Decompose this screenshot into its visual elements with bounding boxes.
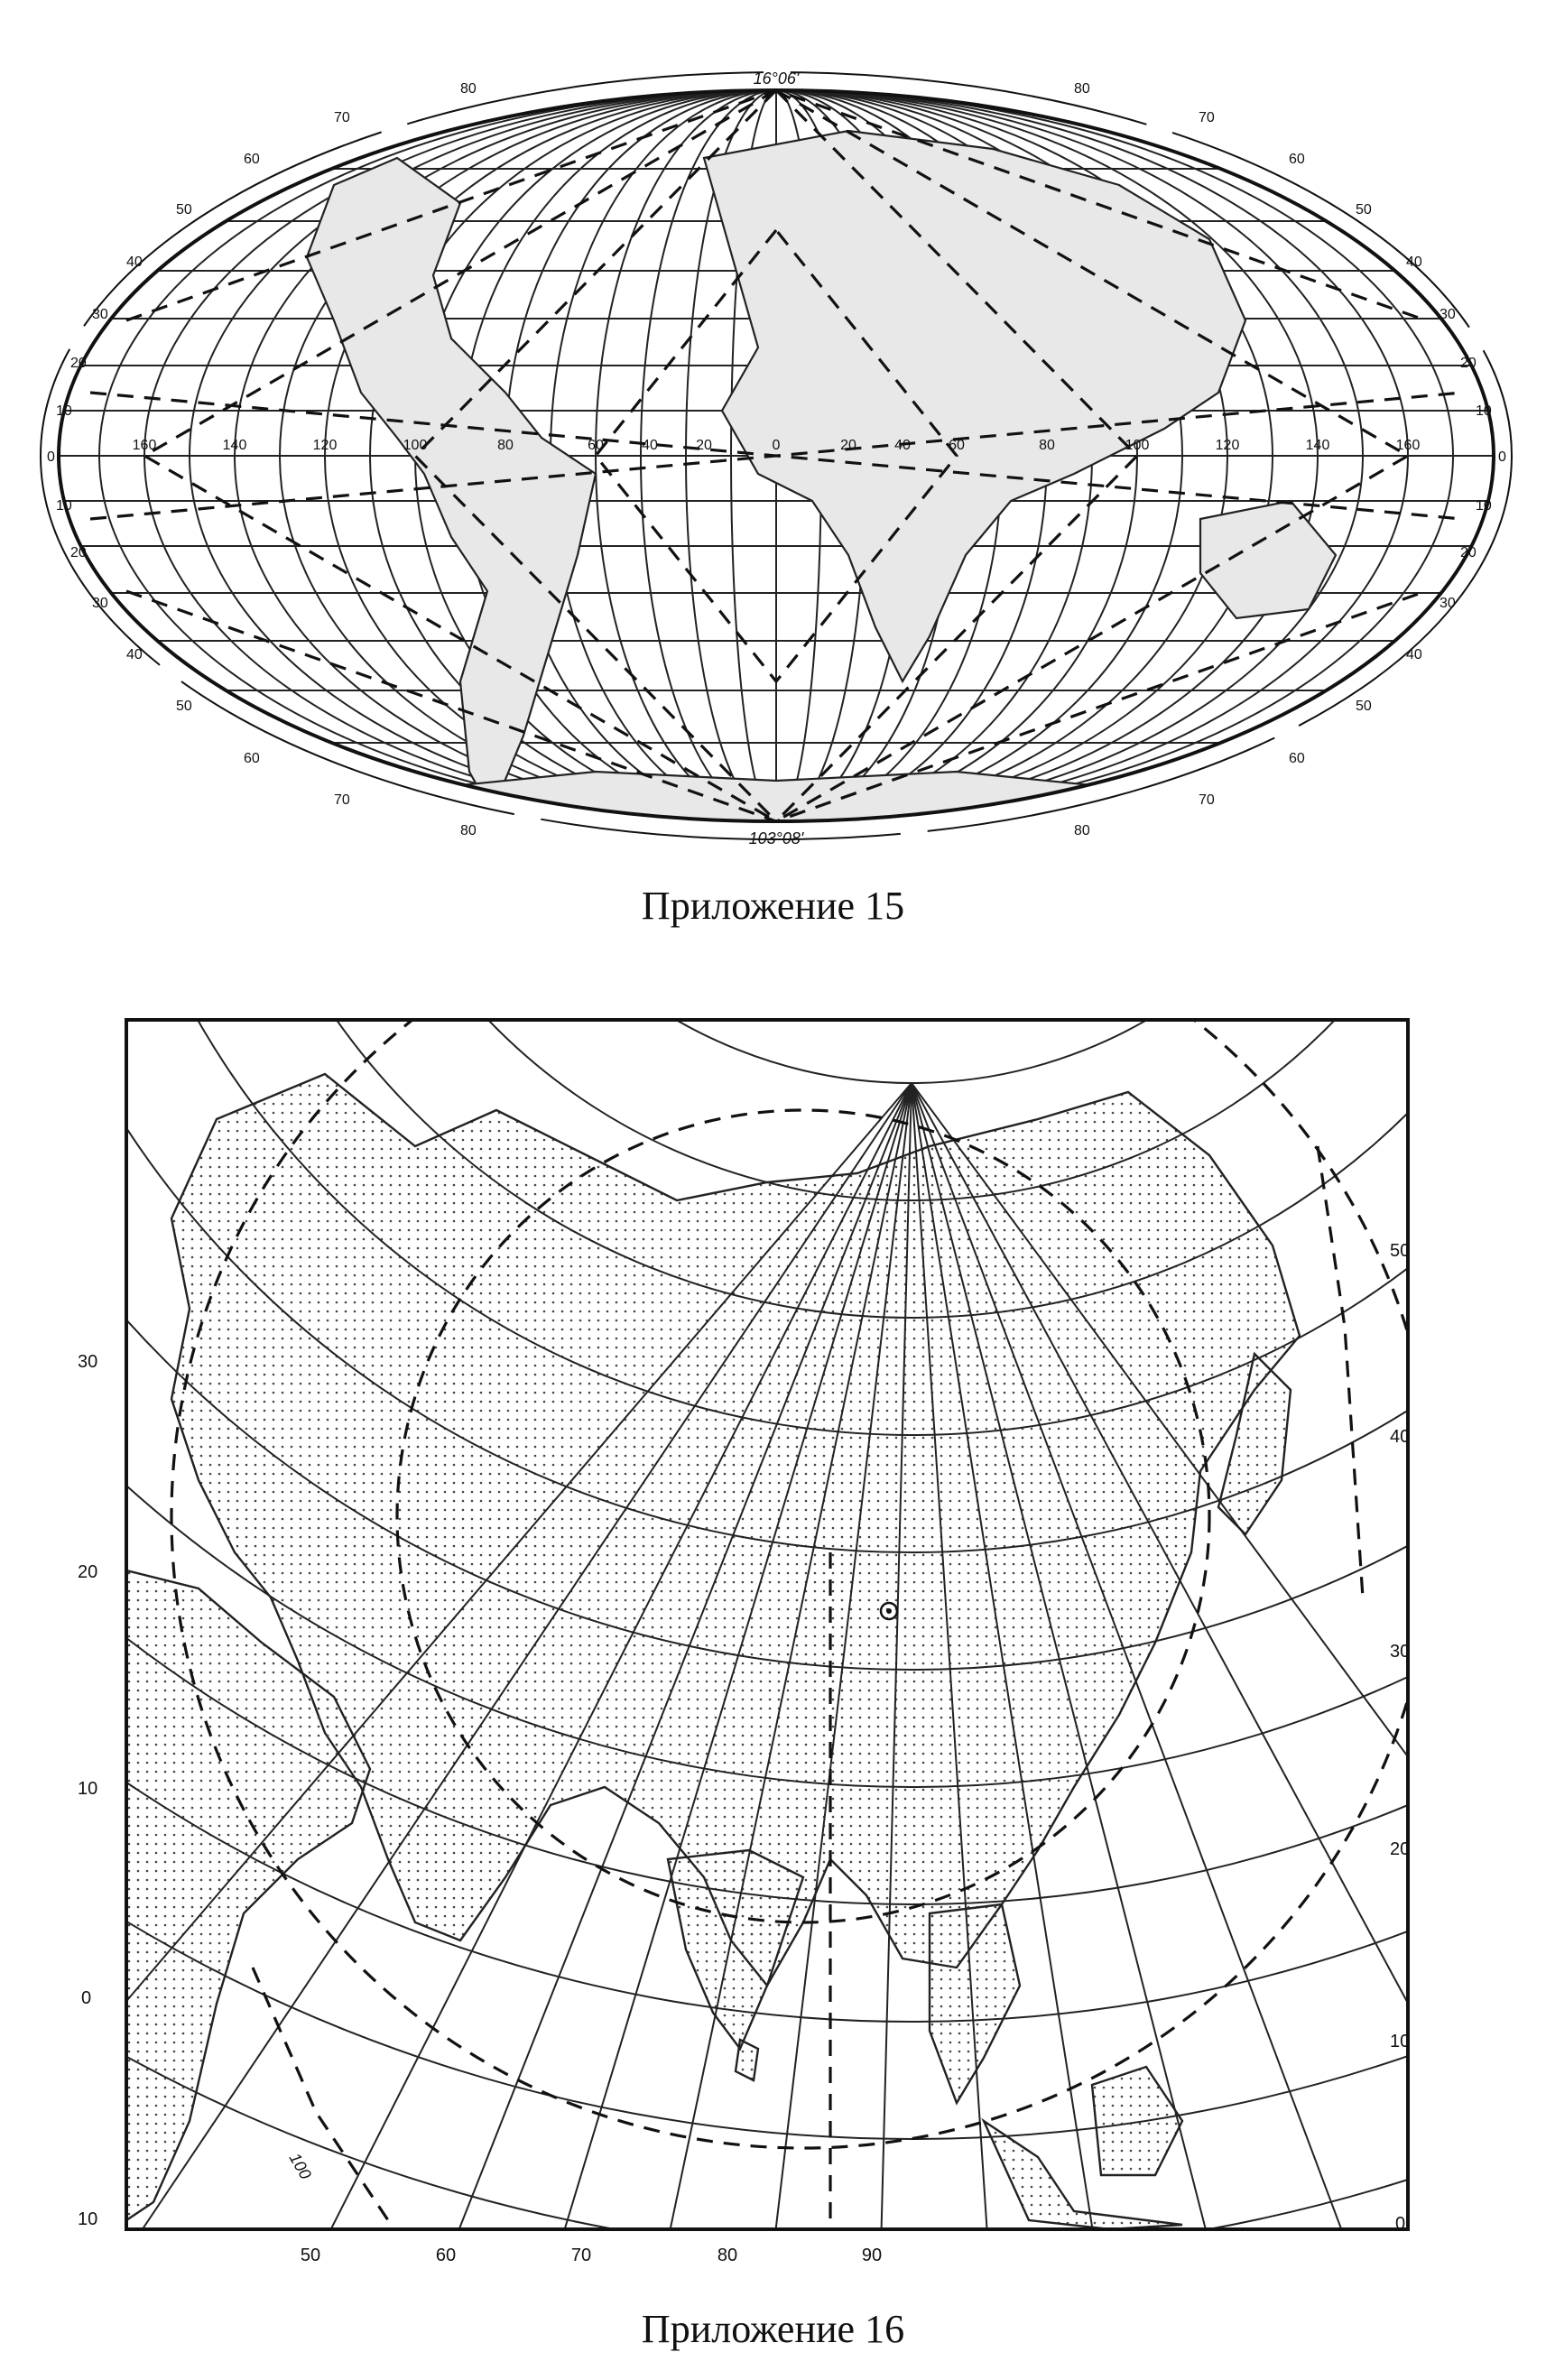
edge-zero-label: 0 xyxy=(47,449,55,465)
rim-label: 60 xyxy=(1289,152,1305,167)
rim-label: 40 xyxy=(1406,255,1422,270)
lat-label-left: 0 xyxy=(81,1988,92,2008)
equator-label: 100 xyxy=(403,438,428,453)
rim-label: 80 xyxy=(460,823,477,838)
lat-label-right: 20 xyxy=(1390,1839,1411,1859)
rim-label: 50 xyxy=(1356,202,1372,218)
landmass-sri-lanka xyxy=(736,2040,758,2080)
edge-zero-label: 0 xyxy=(1498,449,1506,465)
bottom-longitude-labels xyxy=(301,2246,882,2265)
rim-label: 50 xyxy=(176,202,192,218)
rim-label: 80 xyxy=(1074,823,1090,838)
equator-label: 160 xyxy=(1395,438,1421,453)
lat-label-right: 10 xyxy=(1390,2032,1411,2051)
equator-label: 40 xyxy=(642,438,658,453)
rim-label: 60 xyxy=(1289,751,1305,766)
lon-label-bottom: 80 xyxy=(717,2246,738,2265)
equator-label: 40 xyxy=(894,438,911,453)
equator-label: 80 xyxy=(497,438,514,453)
rim-label: 20 xyxy=(1460,545,1477,560)
caption-appendix-15: Приложение 15 xyxy=(641,884,905,928)
rim-label: 70 xyxy=(334,110,350,125)
equator-label: 80 xyxy=(1039,438,1055,453)
rim-label: 30 xyxy=(1440,596,1456,611)
rim-label: 10 xyxy=(1476,403,1492,419)
rim-label: 30 xyxy=(92,307,108,322)
lat-label-left: 30 xyxy=(78,1352,98,1372)
equator-label: 60 xyxy=(949,438,965,453)
rim-label: 80 xyxy=(460,81,477,97)
rim-label: 40 xyxy=(126,255,143,270)
equator-label: 140 xyxy=(222,438,247,453)
equator-label: 140 xyxy=(1305,438,1330,453)
lat-label-right: 50 xyxy=(1390,1241,1411,1261)
rim-label: 10 xyxy=(56,403,72,419)
lat-label-right: 0 xyxy=(1395,2214,1406,2234)
bottom-pole-label: 103°08' xyxy=(748,829,804,847)
equator-label: 20 xyxy=(696,438,712,453)
left-latitude-labels xyxy=(78,1352,97,2229)
lat-label-right: 40 xyxy=(1390,1427,1411,1447)
equator-center-label: 0 xyxy=(772,438,781,453)
eurasia-conic-map xyxy=(78,1011,1417,2292)
equator-label: 60 xyxy=(588,438,604,453)
continent-eurasia-africa xyxy=(704,131,1245,681)
equator-labels xyxy=(133,438,1421,453)
landmass-indochina xyxy=(930,1904,1020,2103)
equator-label: 120 xyxy=(312,438,338,453)
lat-label-right: 30 xyxy=(1390,1642,1411,1662)
equator-label: 20 xyxy=(840,438,856,453)
lon-label-bottom: 70 xyxy=(570,2246,592,2265)
lon-label-bottom: 50 xyxy=(300,2246,321,2265)
caption-appendix-16: Приложение 16 xyxy=(641,2307,905,2351)
rim-label: 60 xyxy=(244,751,260,766)
rim-label: 60 xyxy=(244,152,260,167)
rim-label: 20 xyxy=(1460,356,1477,371)
rim-label: 70 xyxy=(1199,792,1215,808)
rim-label: 30 xyxy=(92,596,108,611)
rim-label: 50 xyxy=(1356,699,1372,714)
world-map-oval xyxy=(36,50,1516,862)
dashed-circle-label: 100 xyxy=(285,2150,315,2183)
lat-label-left: 20 xyxy=(78,1562,98,1582)
lat-label-left: 10 xyxy=(78,1779,98,1799)
rim-label: 70 xyxy=(334,792,350,808)
rim-label: 40 xyxy=(1406,647,1422,662)
lon-label-bottom: 90 xyxy=(861,2246,883,2265)
rim-label: 30 xyxy=(1440,307,1456,322)
rim-label: 40 xyxy=(126,647,143,662)
lat-label-left: 10 xyxy=(78,2209,98,2229)
lon-label-bottom: 60 xyxy=(435,2246,457,2265)
equator-label: 120 xyxy=(1215,438,1240,453)
rim-label: 20 xyxy=(70,356,87,371)
rim-label: 20 xyxy=(70,545,87,560)
rim-label: 80 xyxy=(1074,81,1090,97)
equator-label: 100 xyxy=(1125,438,1150,453)
rim-label: 70 xyxy=(1199,110,1215,125)
equator-label: 160 xyxy=(132,438,157,453)
rim-label: 10 xyxy=(1476,498,1492,514)
rim-label: 10 xyxy=(56,498,72,514)
rim-label: 50 xyxy=(176,699,192,714)
top-pole-label: 16°06' xyxy=(753,69,800,88)
